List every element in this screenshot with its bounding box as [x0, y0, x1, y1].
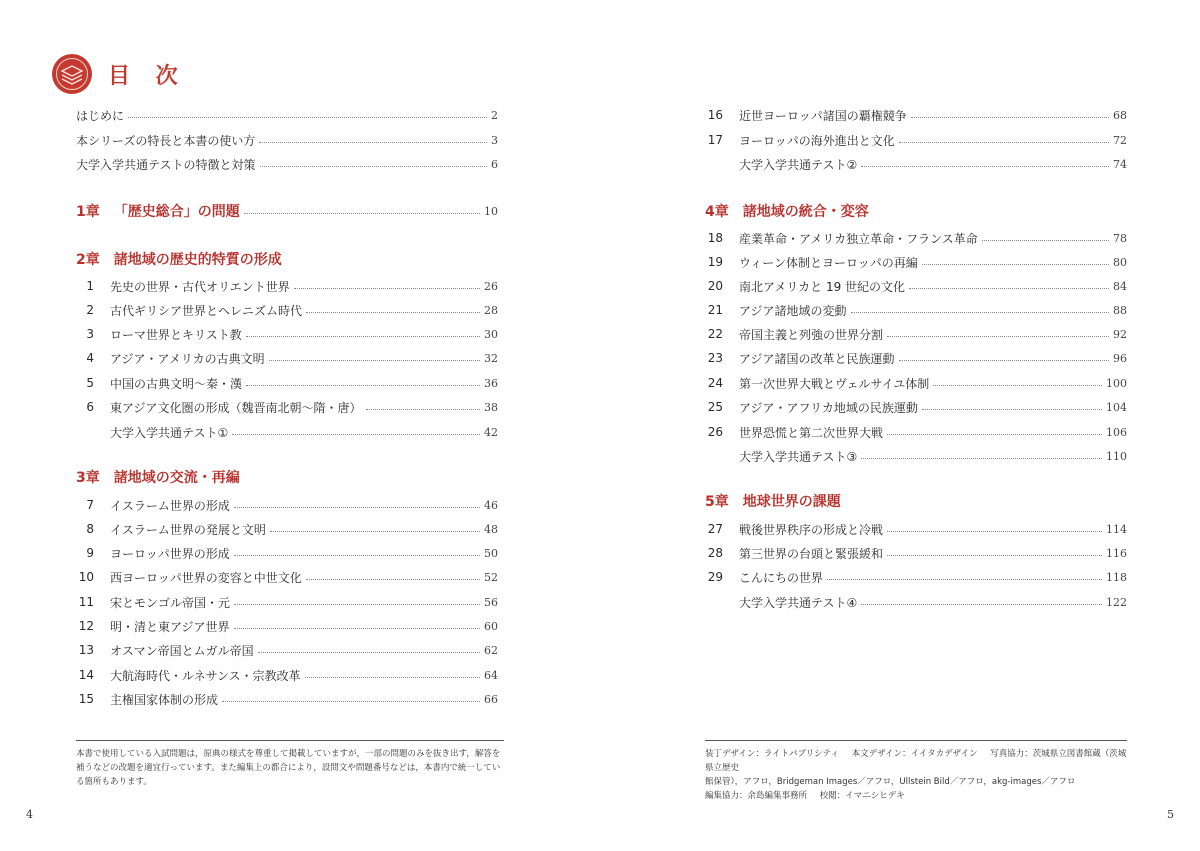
dot-leader: [234, 628, 480, 629]
entry-label: はじめに: [76, 108, 125, 123]
toc-entry[interactable]: [705, 300, 1127, 320]
toc-entry[interactable]: [76, 665, 498, 685]
entry-page: 116: [1106, 546, 1127, 560]
toc-entry[interactable]: [76, 592, 498, 612]
entry-number: 23: [707, 351, 723, 365]
entry-page: 74: [1113, 157, 1127, 171]
entry-number: 3: [86, 327, 94, 341]
entry-number: 14: [78, 668, 94, 682]
entry-label: 宋とモンゴル帝国・元: [110, 595, 231, 610]
chapter-number: 5章: [705, 494, 729, 510]
entry-label: 西ヨーロッパ世界の変容と中世文化: [110, 570, 302, 585]
photo-credit: 写真協力：茨城県立図書館蔵（茨城県立歴史: [705, 749, 1127, 773]
toc-entry[interactable]: [705, 324, 1127, 344]
page-title: 目 次: [108, 63, 187, 89]
toc-entry-common-test-guide[interactable]: [76, 154, 498, 174]
dot-leader: [258, 652, 480, 653]
toc-entry[interactable]: [76, 616, 498, 636]
entry-number: 11: [78, 595, 94, 609]
dot-leader: [982, 240, 1109, 241]
entry-number: 27: [707, 522, 723, 536]
toc-entry[interactable]: [76, 373, 498, 393]
entry-label: オスマン帝国とムガル帝国: [110, 643, 254, 658]
entry-number: 29: [707, 570, 723, 584]
toc-entry[interactable]: [76, 519, 498, 539]
entry-label: 主権国家体制の形成: [110, 692, 219, 707]
entry-page: 68: [1113, 108, 1127, 122]
right-page: [600, 0, 1200, 851]
entry-label: アジア諸地域の変動: [739, 303, 847, 318]
entry-page: 78: [1113, 231, 1127, 245]
toc-entry[interactable]: [705, 567, 1127, 587]
entry-number: 17: [707, 133, 723, 147]
dot-leader: [234, 507, 480, 508]
chapter-1-heading[interactable]: [76, 200, 498, 222]
entry-page: 80: [1113, 255, 1127, 269]
toc-entry[interactable]: [705, 397, 1127, 417]
dot-leader: [899, 360, 1109, 361]
toc-entry-common-test[interactable]: [76, 422, 498, 442]
entry-number: 9: [86, 546, 94, 560]
entry-page: 104: [1106, 400, 1127, 414]
dot-leader: [259, 142, 487, 143]
chapter-2-heading[interactable]: [76, 248, 282, 270]
dot-leader: [294, 288, 480, 289]
dot-leader: [246, 385, 480, 386]
dot-leader: [260, 166, 487, 167]
toc-entry[interactable]: [76, 689, 498, 709]
chapter-title: 諸地域の交流・再編: [113, 470, 240, 486]
entry-page: 84: [1113, 279, 1127, 293]
entry-number: 25: [707, 400, 723, 414]
chapter-number: 2章: [76, 252, 100, 268]
chapter-5-heading[interactable]: [705, 490, 841, 512]
entry-page: 6: [491, 157, 498, 171]
entry-number: 24: [707, 376, 723, 390]
dot-leader: [887, 531, 1102, 532]
chapter-3-heading[interactable]: [76, 466, 240, 488]
entry-label: 明・清と東アジア世界: [110, 619, 230, 634]
toc-entry[interactable]: [76, 543, 498, 563]
entry-number: 18: [707, 231, 723, 245]
entry-label: ウィーン体制とヨーロッパの再編: [739, 255, 918, 270]
entry-page: 96: [1113, 351, 1127, 365]
dot-leader: [232, 434, 480, 435]
entry-label: 中国の古典文明～秦・漢: [110, 376, 243, 391]
toc-entry[interactable]: [705, 130, 1127, 150]
entry-label: アジア諸国の改革と民族運動: [739, 351, 895, 366]
entry-page: 26: [484, 279, 498, 293]
chapter-number: 3章: [76, 470, 100, 486]
dot-leader: [887, 555, 1102, 556]
toc-entry[interactable]: [76, 276, 498, 296]
credits-line-3: [705, 789, 1127, 803]
entry-label: 世界恐慌と第二次世界大戦: [739, 425, 884, 440]
entry-label: 近世ヨーロッパ諸国の覇権競争: [739, 108, 907, 123]
editing-credit: 編集協力：余島編集事務所: [705, 791, 808, 801]
toc-entry[interactable]: [76, 300, 498, 320]
entry-label: 大学入学共通テスト③: [739, 449, 858, 464]
entry-number: 1: [86, 279, 94, 293]
entry-number: 15: [78, 692, 94, 706]
entry-page: 118: [1106, 570, 1127, 584]
chapter-title: 諸地域の統合・変容: [742, 204, 869, 220]
entry-label: ヨーロッパ世界の形成: [110, 546, 230, 561]
entry-page: 66: [484, 692, 498, 706]
credits-line-1: [705, 747, 1127, 775]
entry-page: 88: [1113, 303, 1127, 317]
credits: [705, 740, 1127, 803]
page-number: 5: [1167, 808, 1174, 821]
entry-label: 第三世界の台頭と緊張緩和: [739, 546, 884, 561]
dot-leader: [306, 312, 480, 313]
entry-number: 10: [78, 570, 94, 584]
dot-leader: [887, 434, 1102, 435]
entry-number: 2: [86, 303, 94, 317]
dot-leader: [305, 677, 480, 678]
entry-page: 114: [1106, 522, 1127, 536]
dot-leader: [246, 336, 480, 337]
entry-label: 第一次世界大戦とヴェルサイユ体制: [739, 376, 930, 391]
chapter-number: 1章: [76, 204, 100, 220]
toc-entry[interactable]: [705, 543, 1127, 563]
entry-label: 先史の世界・古代オリエント世界: [110, 279, 290, 294]
dot-leader: [128, 117, 487, 118]
toc-entry[interactable]: [76, 324, 498, 344]
toc-entry[interactable]: [705, 228, 1127, 248]
entry-number: 5: [86, 376, 94, 390]
dot-leader: [827, 579, 1102, 580]
entry-number: 16: [707, 108, 723, 122]
entry-number: 22: [707, 327, 723, 341]
dot-leader: [222, 701, 480, 702]
entry-page: 72: [1113, 133, 1127, 147]
entry-page: 50: [484, 546, 498, 560]
entry-label: 帝国主義と列強の世界分割: [739, 327, 884, 342]
dot-leader: [861, 166, 1109, 167]
entry-page: 30: [484, 327, 498, 341]
toc-entry[interactable]: [76, 567, 498, 587]
entry-label: 南北アメリカと 19 世紀の文化: [739, 279, 906, 294]
entry-page: 100: [1106, 376, 1127, 390]
entry-page: 122: [1106, 595, 1127, 609]
dot-leader: [306, 579, 480, 580]
toc-entry-features[interactable]: [76, 130, 498, 150]
toc-heading: [52, 52, 187, 96]
entry-page: 106: [1106, 425, 1127, 439]
entry-label: 大学入学共通テストの特徴と対策: [76, 157, 256, 172]
entry-label: 産業革命・アメリカ独立革命・フランス革命: [739, 231, 978, 246]
entry-label: 本シリーズの特長と本書の使い方: [76, 133, 256, 148]
entry-number: 12: [78, 619, 94, 633]
dot-leader: [933, 385, 1102, 386]
book-emblem-icon: [52, 54, 92, 94]
entry-page: 48: [484, 522, 498, 536]
toc-entry-common-test[interactable]: [705, 592, 1127, 612]
dot-leader: [366, 409, 480, 410]
page-number: 4: [26, 808, 33, 821]
dot-leader: [922, 409, 1102, 410]
entry-number: 13: [78, 643, 94, 657]
toc-entry[interactable]: [76, 348, 498, 368]
design-credit: 装丁デザイン：ライトパブリシティ: [705, 749, 839, 759]
entry-page: 110: [1106, 449, 1127, 463]
chapter-4-heading[interactable]: [705, 200, 869, 222]
entry-label: こんにちの世界: [739, 570, 824, 585]
entry-number: 8: [86, 522, 94, 536]
entry-page: 92: [1113, 327, 1127, 341]
entry-page: 46: [484, 498, 498, 512]
dot-leader: [270, 531, 480, 532]
entry-number: 7: [86, 498, 94, 512]
entry-number: 20: [707, 279, 723, 293]
entry-page: 3: [491, 133, 498, 147]
toc-entry[interactable]: [76, 495, 498, 515]
dot-leader: [244, 213, 480, 214]
dot-leader: [861, 458, 1102, 459]
entry-page: 56: [484, 595, 498, 609]
credits-line-2: 館保管），アフロ，Bridgeman Images／アフロ，Ullstein Bild／アフロ，akg-images／アフロ: [705, 777, 1076, 787]
entry-page: 42: [484, 425, 498, 439]
dot-leader: [909, 288, 1109, 289]
toc-entry[interactable]: [705, 422, 1127, 442]
entry-page: 36: [484, 376, 498, 390]
entry-number: 4: [86, 351, 94, 365]
entry-number: 6: [86, 400, 94, 414]
entry-label: 大学入学共通テスト④: [739, 595, 858, 610]
entry-number: 26: [707, 425, 723, 439]
footnote: 本書で使用している入試問題は，原典の様式を尊重して掲載していますが，一部の問題のみを抜き出す，解答を補うなどの改題を適宜行っています。また編集上の都合により，設問文や問題番号などは，本書内で統一している箇所もあります。: [76, 740, 504, 789]
entry-label: イスラーム世界の形成: [110, 498, 230, 513]
entry-label: 大学入学共通テスト①: [110, 425, 229, 440]
entry-label: 戦後世界秩序の形成と冷戦: [739, 522, 884, 537]
entry-label: 大学入学共通テスト②: [739, 157, 858, 172]
chapter-number: 4章: [705, 204, 729, 220]
entry-label: 東アジア文化圏の形成（魏晋南北朝～隋・唐）: [110, 400, 362, 415]
entry-number: 21: [707, 303, 723, 317]
dot-leader: [887, 336, 1109, 337]
entry-page: 28: [484, 303, 498, 317]
proofreading-credit: 校閲：イマニシヒデキ: [819, 791, 905, 801]
entry-label: ヨーロッパの海外進出と文化: [739, 133, 895, 148]
chapter-title: 「歴史総合」の問題: [113, 204, 240, 220]
chapter-title: 諸地域の歴史的特質の形成: [113, 252, 282, 268]
dot-leader: [851, 312, 1109, 313]
chapter-title: 地球世界の課題: [742, 494, 841, 510]
toc-entry-common-test[interactable]: [705, 154, 1127, 174]
entry-page: 64: [484, 668, 498, 682]
entry-label: ローマ世界とキリスト教: [110, 327, 242, 342]
toc-entry[interactable]: [705, 373, 1127, 393]
dot-leader: [861, 604, 1102, 605]
toc-entry[interactable]: [705, 105, 1127, 125]
toc-entry[interactable]: [705, 519, 1127, 539]
entry-label: イスラーム世界の発展と文明: [110, 522, 266, 537]
toc-entry[interactable]: [705, 276, 1127, 296]
toc-entry[interactable]: [705, 252, 1127, 272]
entry-page: 2: [491, 108, 498, 122]
toc-entry[interactable]: [705, 348, 1127, 368]
toc-entry[interactable]: [76, 397, 498, 417]
dot-leader: [269, 360, 480, 361]
toc-entry-hajimeni[interactable]: [76, 105, 498, 125]
entry-label: 古代ギリシア世界とヘレニズム時代: [110, 303, 303, 318]
entry-page: 38: [484, 400, 498, 414]
entry-label: 大航海時代・ルネサンス・宗教改革: [110, 668, 301, 683]
entry-page: 10: [484, 204, 498, 218]
toc-entry-common-test[interactable]: [705, 446, 1127, 466]
entry-page: 52: [484, 570, 498, 584]
text-design-credit: 本文デザイン：イイタカデザイン: [851, 749, 978, 759]
entry-label: アジア・アフリカ地域の民族運動: [739, 400, 918, 415]
entry-label: アジア・アメリカの古典文明: [110, 351, 265, 366]
dot-leader: [234, 604, 480, 605]
entry-number: 19: [707, 255, 723, 269]
entry-page: 60: [484, 619, 498, 633]
dot-leader: [899, 142, 1109, 143]
dot-leader: [234, 555, 480, 556]
entry-number: 28: [707, 546, 723, 560]
toc-entry[interactable]: [76, 640, 498, 660]
dot-leader: [911, 117, 1109, 118]
entry-page: 32: [484, 351, 498, 365]
dot-leader: [922, 264, 1109, 265]
entry-page: 62: [484, 643, 498, 657]
